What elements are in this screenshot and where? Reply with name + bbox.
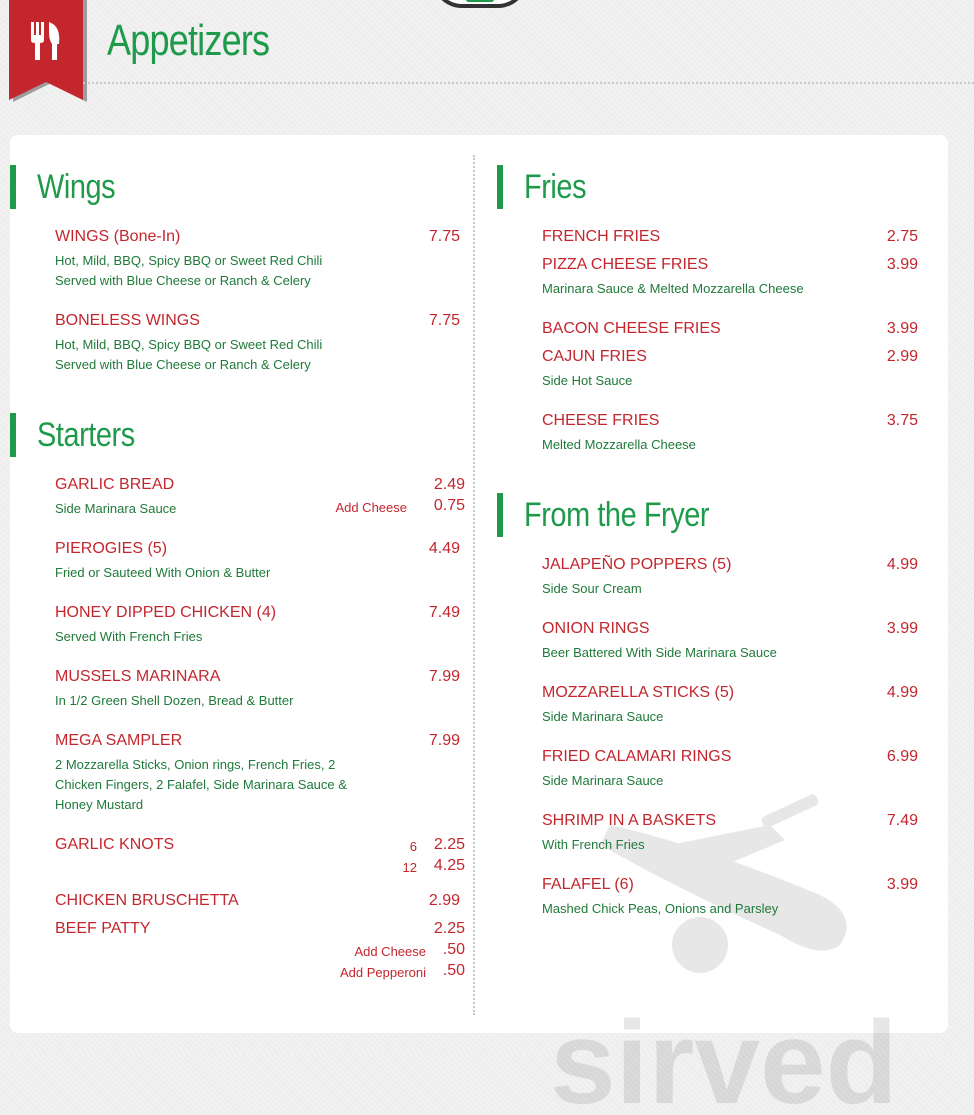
item-price: 2.49: [433, 476, 465, 493]
menu-card: [10, 135, 948, 1115]
quantity-label: 12: [402, 860, 417, 875]
item-price: 3.75: [886, 412, 918, 429]
item-price: 2.99: [886, 348, 918, 365]
item-price: 2.25: [433, 836, 465, 853]
item-description: Served With French Fries: [55, 629, 203, 644]
addon-price: 0.75: [433, 497, 465, 514]
column-divider: [473, 155, 475, 1015]
item-name: FALAFEL (6): [542, 876, 634, 893]
item-name: BEEF PATTY: [55, 920, 151, 937]
item-description: In 1/2 Green Shell Dozen, Bread & Butter: [55, 693, 294, 708]
section-title: From the Fryer: [524, 495, 710, 534]
menu-item-cheese-fries: [542, 412, 948, 434]
item-price: 3.99: [886, 620, 918, 637]
item-description: Side Marinara Sauce: [542, 773, 664, 788]
item-price: 4.99: [886, 556, 918, 573]
item-description: Beer Battered With Side Marinara Sauce: [542, 645, 777, 660]
menu-item-honey-dipped-chicken: [55, 604, 465, 626]
menu-item-mussels-marinara: [55, 668, 465, 690]
menu-item-wings-bone-in: [55, 228, 465, 250]
menu-item-onion-rings: [542, 620, 948, 642]
item-description: Fried or Sauteed With Onion & Butter: [55, 565, 271, 580]
section-from-the-fryer: [497, 493, 742, 537]
item-description: Side Hot Sauce: [542, 373, 633, 388]
section-title: Wings: [37, 167, 116, 206]
item-price: 7.99: [428, 668, 460, 685]
menu-item-french-fries: [542, 228, 948, 250]
menu-item-bacon-cheese-fries: [542, 320, 948, 342]
menu-item-garlic-bread: [55, 476, 465, 498]
item-price: 2.25: [433, 920, 465, 937]
section-accent-bar: [10, 413, 16, 457]
menu-item-garlic-knots: [55, 836, 465, 858]
item-price: 4.25: [433, 857, 465, 874]
addon-price: .50: [442, 941, 465, 958]
item-name: MEGA SAMPLER: [55, 732, 183, 749]
menu-item-mega-sampler: [55, 732, 465, 754]
header-divider: [83, 82, 974, 84]
item-description: With French Fries: [542, 837, 645, 852]
item-name: CHICKEN BRUSCHETTA: [55, 892, 239, 909]
addon-label: Add Pepperoni: [339, 965, 426, 980]
item-description: Hot, Mild, BBQ, Spicy BBQ or Sweet Red Chili: [55, 337, 323, 352]
item-name: ONION RINGS: [542, 620, 650, 637]
svg-text:sirved: sirved: [550, 997, 898, 1115]
item-price: 3.99: [886, 876, 918, 893]
item-name: FRIED CALAMARI RINGS: [542, 748, 732, 765]
item-price: 2.75: [886, 228, 918, 245]
section-accent-bar: [497, 493, 503, 537]
fork-knife-icon: [29, 20, 63, 62]
menu-item-pizza-cheese-fries: [542, 256, 948, 278]
item-description: Served with Blue Cheese or Ranch & Celery: [55, 273, 311, 288]
quantity-label: 6: [409, 839, 417, 854]
menu-item-falafel: [542, 876, 948, 898]
item-price: 7.75: [428, 312, 460, 329]
item-price: 2.99: [428, 892, 460, 909]
item-description: Served with Blue Cheese or Ranch & Celery: [55, 357, 311, 372]
item-name: GARLIC BREAD: [55, 476, 175, 493]
item-name: JALAPEÑO POPPERS (5): [542, 556, 732, 573]
item-price: 3.99: [886, 320, 918, 337]
section-title: Fries: [524, 167, 587, 206]
section-starters: [10, 413, 152, 457]
item-name: FRENCH FRIES: [542, 228, 661, 245]
item-name: WINGS (Bone-In): [55, 228, 181, 245]
item-description: Side Sour Cream: [542, 581, 642, 596]
item-name: GARLIC KNOTS: [55, 836, 175, 853]
addon-price: .50: [442, 962, 465, 979]
menu-item-chicken-bruschetta: [55, 892, 465, 914]
item-name: BACON CHEESE FRIES: [542, 320, 721, 337]
menu-item-cajun-fries: [542, 348, 948, 370]
item-name: PIEROGIES (5): [55, 540, 168, 557]
menu-item-jalapeno-poppers: [542, 556, 948, 578]
item-name: BONELESS WINGS: [55, 312, 200, 329]
menu-item-pierogies: [55, 540, 465, 562]
item-description: Honey Mustard: [55, 797, 144, 812]
addon-label: Add Cheese: [354, 944, 426, 959]
item-description: Side Marinara Sauce: [542, 709, 664, 724]
restaurant-logo-edge: [432, 0, 528, 8]
item-description: Melted Mozzarella Cheese: [542, 437, 696, 452]
item-name: CHEESE FRIES: [542, 412, 660, 429]
item-description: Mashed Chick Peas, Onions and Parsley: [542, 901, 779, 916]
item-name: HONEY DIPPED CHICKEN (4): [55, 604, 277, 621]
menu-item-mozzarella-sticks: [542, 684, 948, 706]
item-description: Hot, Mild, BBQ, Spicy BBQ or Sweet Red Chili: [55, 253, 323, 268]
section-accent-bar: [10, 165, 16, 209]
item-price: 6.99: [886, 748, 918, 765]
item-price: 3.99: [886, 256, 918, 273]
item-name: MOZZARELLA STICKS (5): [542, 684, 735, 701]
item-description: 2 Mozzarella Sticks, Onion rings, French Fries, 2: [55, 757, 336, 772]
section-fries: [497, 165, 597, 209]
item-description: Marinara Sauce & Melted Mozzarella Cheese: [542, 281, 804, 296]
section-accent-bar: [497, 165, 503, 209]
menu-item-shrimp-in-a-baskets: [542, 812, 948, 834]
section-title: Starters: [37, 415, 135, 454]
item-price: 7.49: [428, 604, 460, 621]
item-price: 7.99: [428, 732, 460, 749]
menu-item-fried-calamari-rings: [542, 748, 948, 770]
item-price: 4.99: [886, 684, 918, 701]
item-description: Chicken Fingers, 2 Falafel, Side Marinara Sauce &: [55, 777, 347, 792]
section-wings: [10, 165, 129, 209]
menu-item-beef-patty: [55, 920, 465, 942]
item-name: CAJUN FRIES: [542, 348, 647, 365]
menu-item-boneless-wings: [55, 312, 465, 334]
item-price: 7.49: [886, 812, 918, 829]
item-price: 7.75: [428, 228, 460, 245]
item-price: 4.49: [428, 540, 460, 557]
item-description: Side Marinara Sauce: [55, 501, 177, 516]
addon-label: Add Cheese: [335, 500, 407, 515]
item-name: PIZZA CHEESE FRIES: [542, 256, 709, 273]
page-title: Appetizers: [107, 16, 270, 65]
item-name: MUSSELS MARINARA: [55, 668, 221, 685]
item-name: SHRIMP IN A BASKETS: [542, 812, 716, 829]
